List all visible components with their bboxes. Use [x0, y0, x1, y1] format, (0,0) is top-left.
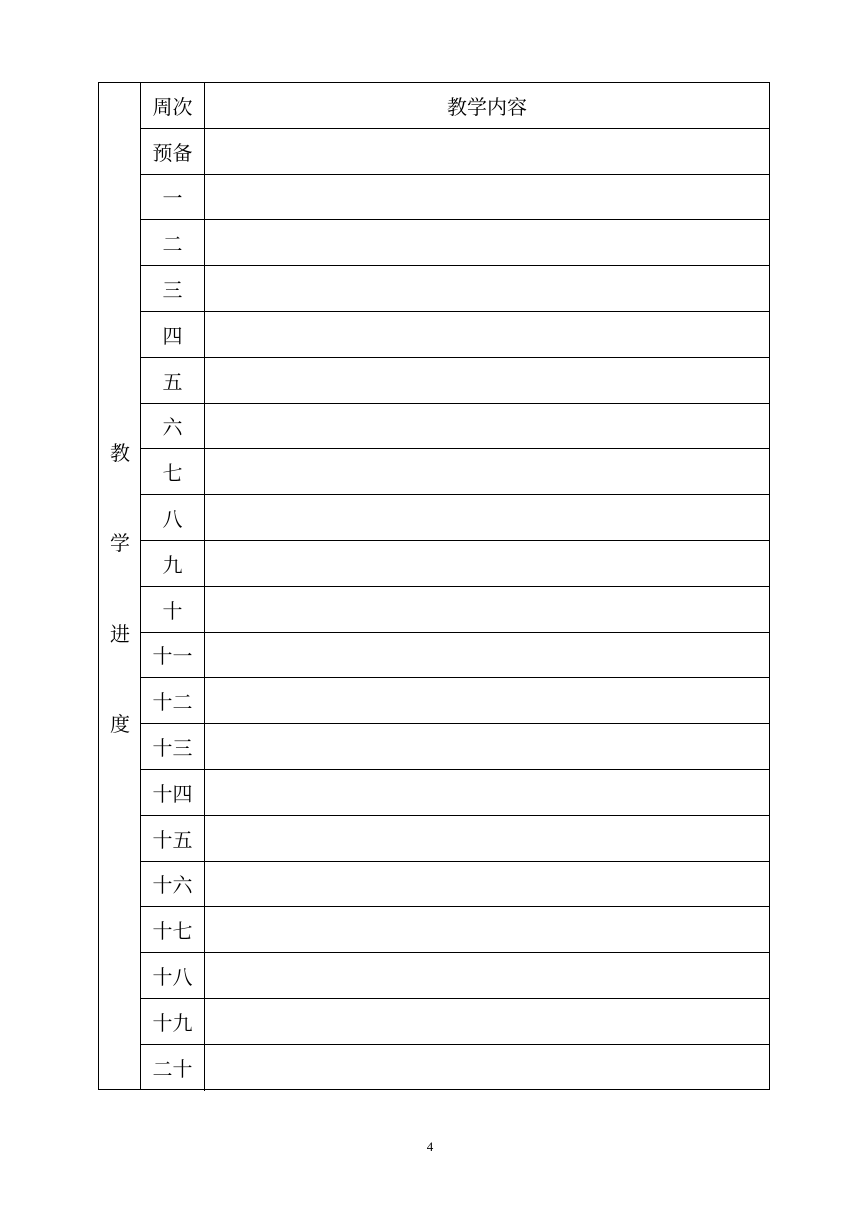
content-cell[interactable] — [205, 724, 769, 769]
side-label-char: 度 — [110, 712, 130, 736]
table-row — [141, 449, 769, 495]
table-row — [141, 816, 769, 862]
table-row — [141, 175, 769, 221]
week-cell: 五 — [141, 358, 205, 403]
table-row — [141, 266, 769, 312]
content-cell[interactable] — [205, 129, 769, 174]
side-label-char: 学 — [110, 531, 130, 555]
week-cell: 十五 — [141, 816, 205, 861]
content-cell[interactable] — [205, 404, 769, 449]
week-cell: 十八 — [141, 953, 205, 998]
content-cell[interactable] — [205, 358, 769, 403]
week-cell: 四 — [141, 312, 205, 357]
table-row — [141, 404, 769, 450]
table-row — [141, 541, 769, 587]
week-cell: 十三 — [141, 724, 205, 769]
schedule-grid — [141, 83, 769, 1089]
week-cell: 一 — [141, 175, 205, 220]
content-cell[interactable] — [205, 312, 769, 357]
week-cell: 十六 — [141, 862, 205, 907]
header-row — [141, 83, 769, 129]
content-cell[interactable] — [205, 907, 769, 952]
week-cell: 九 — [141, 541, 205, 586]
side-label-char: 教 — [110, 441, 130, 465]
table-row — [141, 999, 769, 1045]
table-row — [141, 495, 769, 541]
week-cell: 十七 — [141, 907, 205, 952]
header-week: 周次 — [141, 83, 205, 128]
week-cell: 十一 — [141, 633, 205, 678]
table-row — [141, 1045, 769, 1091]
week-cell: 二十 — [141, 1045, 205, 1091]
content-cell[interactable] — [205, 953, 769, 998]
content-cell[interactable] — [205, 495, 769, 540]
content-cell[interactable] — [205, 587, 769, 632]
table-row — [141, 129, 769, 175]
table-row — [141, 724, 769, 770]
week-cell: 十四 — [141, 770, 205, 815]
week-cell: 十九 — [141, 999, 205, 1044]
table-row — [141, 770, 769, 816]
table-row — [141, 587, 769, 633]
week-cell: 六 — [141, 404, 205, 449]
content-cell[interactable] — [205, 678, 769, 723]
week-cell: 八 — [141, 495, 205, 540]
week-cell: 七 — [141, 449, 205, 494]
header-content: 教学内容 — [447, 94, 527, 119]
side-label-char: 进 — [110, 622, 130, 646]
table-row — [141, 862, 769, 908]
content-cell[interactable] — [205, 220, 769, 265]
content-cell[interactable] — [205, 862, 769, 907]
content-cell[interactable] — [205, 999, 769, 1044]
table-row — [141, 678, 769, 724]
side-label-column — [99, 83, 141, 1089]
content-cell[interactable] — [205, 175, 769, 220]
page-number: 4 — [426, 1139, 434, 1154]
content-cell[interactable] — [205, 541, 769, 586]
week-cell: 二 — [141, 220, 205, 265]
table-row — [141, 633, 769, 679]
week-cell: 三 — [141, 266, 205, 311]
content-cell[interactable] — [205, 1045, 769, 1091]
content-cell[interactable] — [205, 266, 769, 311]
table-row — [141, 312, 769, 358]
content-cell[interactable] — [205, 816, 769, 861]
week-cell: 十 — [141, 587, 205, 632]
week-cell: 十二 — [141, 678, 205, 723]
table-row — [141, 907, 769, 953]
teaching-schedule-table — [98, 82, 770, 1090]
content-cell[interactable] — [205, 449, 769, 494]
content-cell[interactable] — [205, 633, 769, 678]
table-row — [141, 220, 769, 266]
content-cell[interactable] — [205, 770, 769, 815]
table-row — [141, 953, 769, 999]
table-row — [141, 358, 769, 404]
week-cell: 预备 — [141, 129, 205, 174]
